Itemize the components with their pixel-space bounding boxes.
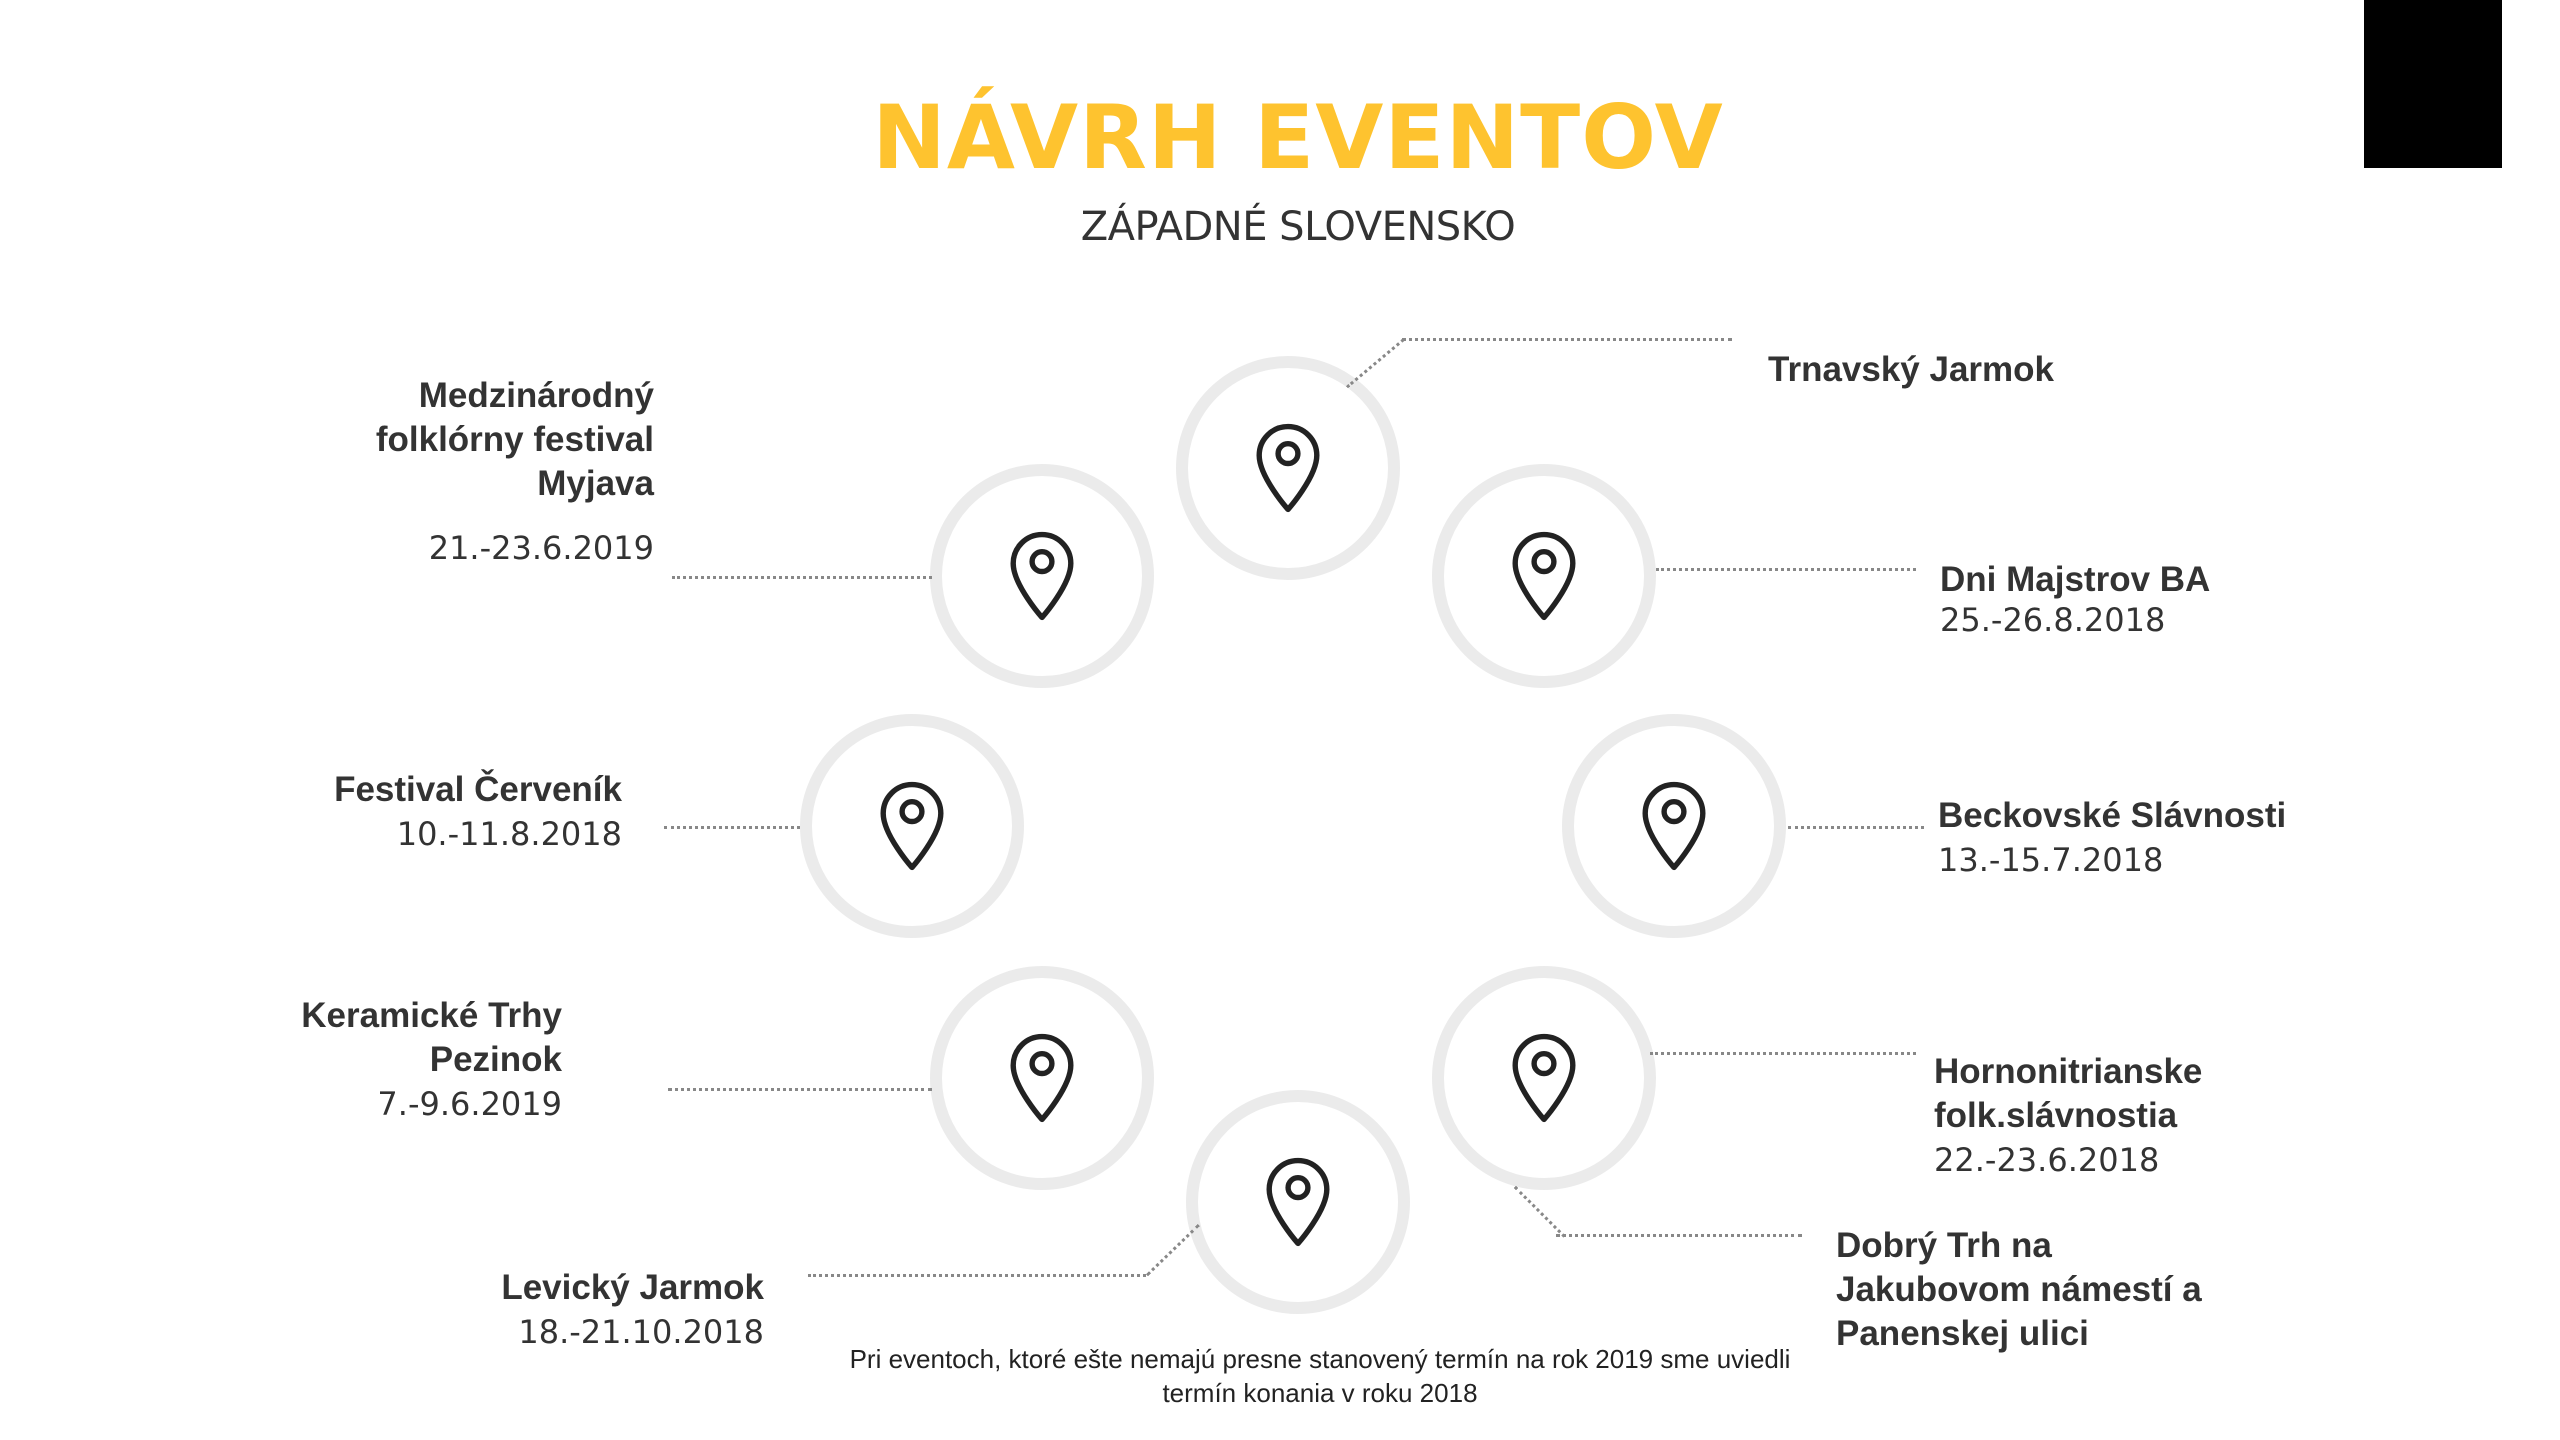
pin-ring-cervenik[interactable] (800, 714, 1024, 938)
location-pin-icon (876, 781, 948, 871)
event-trnava (1768, 348, 2054, 392)
event-hornonitrianske (1934, 1050, 2254, 1182)
pin-ring-hornonitrianske[interactable] (1432, 966, 1656, 1190)
connector-dobry-trh-diag (1514, 1186, 1566, 1238)
pin-ring-pezinok[interactable] (930, 966, 1154, 1190)
pin-ring-beckov[interactable] (1562, 714, 1786, 938)
connector-trnava-diag (1346, 338, 1405, 388)
event-myjava (330, 374, 654, 570)
event-date: 13.-15.7.2018 (1938, 841, 2164, 879)
location-pin-icon (1638, 781, 1710, 871)
connector-cervenik (664, 826, 800, 829)
event-beckov (1938, 794, 2286, 882)
event-date: 10.-11.8.2018 (396, 815, 622, 853)
event-date: 18.-21.10.2018 (518, 1313, 764, 1351)
connector-levice (808, 1274, 1146, 1277)
event-name: Keramické Trhy Pezinok (301, 996, 562, 1079)
connector-myjava (672, 576, 932, 579)
pin-ring-myjava[interactable] (930, 464, 1154, 688)
connector-hornonitrianske (1650, 1052, 1916, 1055)
page-title: NÁVRH EVENTOV (872, 86, 1724, 189)
location-pin-icon (1006, 1033, 1078, 1123)
event-date: 22.-23.6.2018 (1934, 1141, 2160, 1179)
connector-dobry-trh (1556, 1234, 1802, 1237)
event-name: Dobrý Trh na Jakubovom námestí a Panenskej ulici (1836, 1226, 2202, 1353)
event-name: Trnavský Jarmok (1768, 350, 2055, 389)
location-pin-icon (1006, 531, 1078, 621)
location-pin-icon (1508, 1033, 1580, 1123)
event-name: Beckovské Slávnosti (1938, 796, 2287, 835)
event-dni-majstrov (1940, 558, 2210, 642)
pin-ring-levice[interactable] (1186, 1090, 1410, 1314)
event-name: Dni Majstrov BA (1940, 560, 2211, 599)
location-pin-icon (1508, 531, 1580, 621)
event-dobry-trh (1836, 1224, 2256, 1356)
event-date: 25.-26.8.2018 (1940, 601, 2166, 639)
event-pezinok (262, 994, 562, 1126)
page-subtitle: ZÁPADNÉ SLOVENSKO (1080, 204, 1516, 250)
event-levice (380, 1266, 764, 1354)
pin-ring-dni-majstrov[interactable] (1432, 464, 1656, 688)
event-name: Hornonitrianske folk.slávnostia (1934, 1052, 2203, 1135)
event-date: 7.-9.6.2019 (377, 1085, 562, 1123)
location-pin-icon (1262, 1157, 1334, 1247)
event-name: Festival Červeník (334, 770, 622, 809)
footnote: Pri eventoch, ktoré ešte nemajú presne stanovený termín na rok 2019 sme uviedli termín konania v roku 2018 (849, 1344, 1791, 1408)
connector-pezinok (668, 1088, 932, 1091)
connector-trnava (1402, 338, 1732, 341)
connector-dni-majstrov (1656, 568, 1916, 571)
event-date: 21.-23.6.2019 (428, 529, 654, 567)
event-name: Medzinárodný folklórny festival Myjava (375, 376, 654, 503)
connector-beckov (1788, 826, 1924, 829)
location-pin-icon (1252, 423, 1324, 513)
event-name: Levický Jarmok (501, 1268, 764, 1307)
connector-levice-diag (1146, 1224, 1200, 1276)
pin-ring-trnava[interactable] (1176, 356, 1400, 580)
event-cervenik (222, 768, 622, 856)
